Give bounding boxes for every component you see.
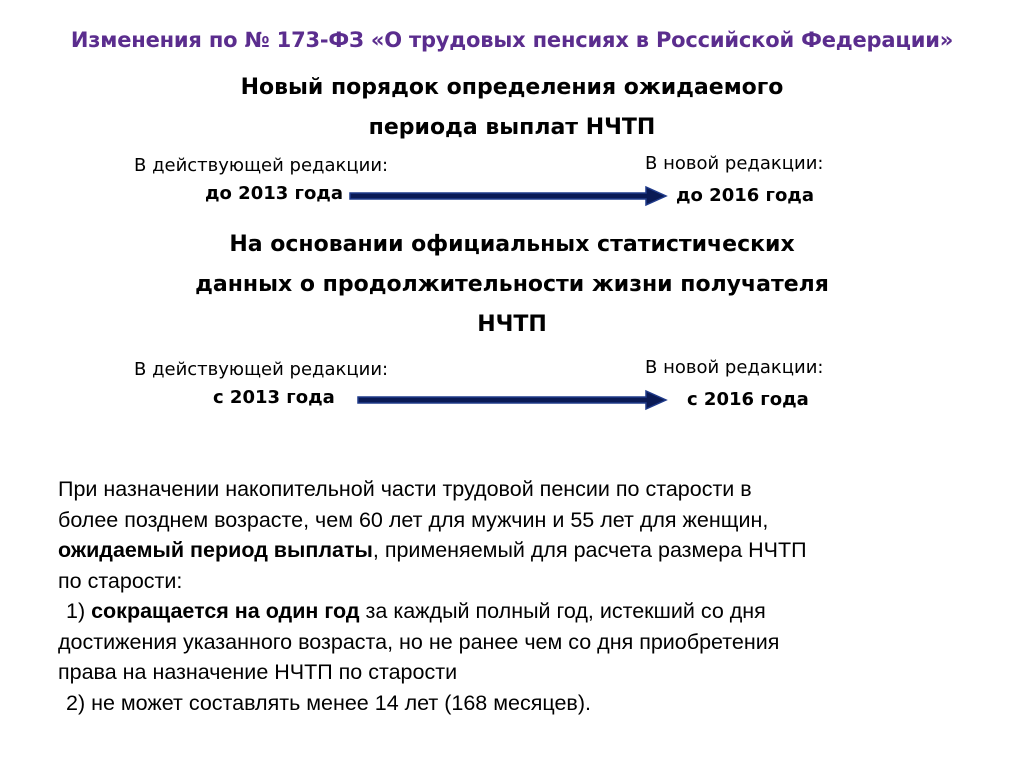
section2-new-value: с 2016 года (687, 389, 809, 410)
body-line-rest: , применяемый для расчета размера НЧТП (372, 538, 807, 562)
section2-new-label: В новой редакции: (645, 357, 824, 378)
section2-arrow-icon (356, 388, 670, 412)
body-line: по старости: (58, 568, 183, 593)
section1-current-label: В действующей редакции: (134, 155, 389, 176)
section2-current-value: с 2013 года (213, 387, 335, 408)
list-item-1-line2: достижения указанного возраста, но не ранее чем со дня приобретения (58, 629, 780, 654)
section1-new-value: до 2016 года (676, 185, 814, 206)
section2-current-label: В действующей редакции: (134, 359, 389, 380)
section1-new-label: В новой редакции: (645, 153, 824, 174)
list-item-1-rest: за каждый полный год, истекший со дня (359, 599, 766, 623)
section1-current-value: до 2013 года (205, 183, 343, 204)
section2-heading-line3: НЧТП (477, 312, 547, 337)
list-item-1-line3: права на назначение НЧТП по старости (58, 660, 458, 684)
section1-arrow-icon (348, 184, 670, 208)
list-item-1-bold: сокращается на один год (91, 599, 360, 623)
list-item-2: 2) не может составлять менее 14 лет (168 месяцев). (66, 690, 591, 715)
body-paragraph (58, 474, 978, 718)
slide-title: Изменения по № 173-ФЗ «О трудовых пенсиях в Российской Федерации» (70, 28, 954, 52)
section1-heading-line2: периода выплат НЧТП (368, 115, 656, 140)
expected-period-term: ожидаемый период выплаты (58, 538, 373, 562)
section2-heading-line1: На основании официальных статистических (229, 232, 795, 257)
body-line: При назначении накопительной части трудовой пенсии по старости в (58, 477, 752, 501)
section2-heading-line2: данных о продолжительности жизни получателя (195, 272, 829, 297)
body-line (58, 535, 978, 566)
list-item-1-number: 1) (66, 599, 92, 623)
body-line: более позднем возрасте, чем 60 лет для мужчин и 55 лет для женщин, (58, 507, 769, 532)
list-item-1 (58, 596, 978, 627)
section1-heading-line1: Новый порядок определения ожидаемого (240, 75, 784, 100)
